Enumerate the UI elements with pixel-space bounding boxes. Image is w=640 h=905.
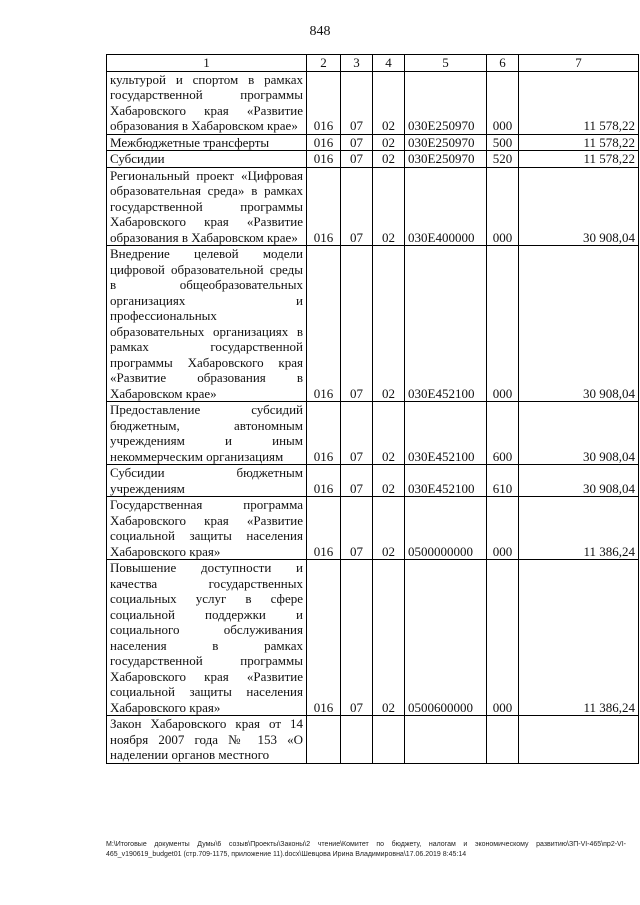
header-col-3: 3 bbox=[341, 55, 373, 72]
row-amount: 30 908,04 bbox=[519, 402, 639, 465]
table-row bbox=[107, 167, 639, 246]
row-target-article: 0500600000 bbox=[405, 560, 487, 716]
row-expense-type: 000 bbox=[487, 167, 519, 246]
row-ministry-code: 016 bbox=[307, 465, 341, 497]
row-subsection: 02 bbox=[373, 134, 405, 151]
row-ministry-code: 016 bbox=[307, 402, 341, 465]
row-name: Региональный проект «Цифровая образовательная среда» в рамках государственной программы Хабаровского края «Развитие образования в Хабаровском крае» bbox=[107, 167, 307, 246]
row-target-article: 030E452100 bbox=[405, 465, 487, 497]
row-ministry-code bbox=[307, 716, 341, 764]
row-name: Государственная программа Хабаровского края «Развитие социальной защиты населения Хабаровского края» bbox=[107, 497, 307, 560]
document-path-footer: М:\Итоговые документы Думы\6 созыв\Проекты\Законы\2 чтение\Комитет по бюджету, налогам и экономическому развитию\ЗП-VI-465\пр2-VI-465_v190619_budget01 (стр.709-1175, приложение 11).docx\Шевцова Ирина Владимировна\17.06.2019 8:45:14 bbox=[106, 841, 626, 858]
row-name: Субсидии bbox=[107, 151, 307, 168]
table-row bbox=[107, 71, 639, 134]
row-target-article bbox=[405, 716, 487, 764]
row-ministry-code: 016 bbox=[307, 134, 341, 151]
header-col-7: 7 bbox=[519, 55, 639, 72]
row-subsection: 02 bbox=[373, 167, 405, 246]
row-expense-type: 500 bbox=[487, 134, 519, 151]
row-amount: 30 908,04 bbox=[519, 465, 639, 497]
row-target-article: 030E250970 bbox=[405, 71, 487, 134]
header-col-2: 2 bbox=[307, 55, 341, 72]
row-expense-type: 000 bbox=[487, 246, 519, 402]
row-name: культурой и спортом в рамках государственной программы Хабаровского края «Развитие образования в Хабаровском крае» bbox=[107, 71, 307, 134]
row-ministry-code: 016 bbox=[307, 71, 341, 134]
table-row bbox=[107, 134, 639, 151]
row-ministry-code: 016 bbox=[307, 246, 341, 402]
row-target-article: 030E452100 bbox=[405, 402, 487, 465]
row-name: Межбюджетные трансферты bbox=[107, 134, 307, 151]
row-section: 07 bbox=[341, 560, 373, 716]
row-expense-type bbox=[487, 716, 519, 764]
page-number: 848 bbox=[309, 24, 331, 39]
table-row bbox=[107, 560, 639, 716]
table-row bbox=[107, 151, 639, 168]
table-row bbox=[107, 402, 639, 465]
row-expense-type: 000 bbox=[487, 560, 519, 716]
row-section: 07 bbox=[341, 151, 373, 168]
row-section: 07 bbox=[341, 465, 373, 497]
row-amount: 11 386,24 bbox=[519, 560, 639, 716]
row-name: Внедрение целевой модели цифровой образовательной среды в общеобразовательных организациях и профессиональных образовательных организациях в рамках государственной программы Хабаровского края «Развитие образования в Хабаровском крае» bbox=[107, 246, 307, 402]
header-col-4: 4 bbox=[373, 55, 405, 72]
header-col-5: 5 bbox=[405, 55, 487, 72]
table-row bbox=[107, 716, 639, 764]
row-amount: 11 386,24 bbox=[519, 497, 639, 560]
table-row bbox=[107, 246, 639, 402]
row-target-article: 030E250970 bbox=[405, 134, 487, 151]
row-expense-type: 610 bbox=[487, 465, 519, 497]
row-subsection: 02 bbox=[373, 71, 405, 134]
header-col-1: 1 bbox=[107, 55, 307, 72]
row-name: Предоставление субсидий бюджетным, автономным учреждениям и иным некоммерческим организациям bbox=[107, 402, 307, 465]
row-subsection: 02 bbox=[373, 151, 405, 168]
row-amount: 30 908,04 bbox=[519, 167, 639, 246]
row-target-article: 0500000000 bbox=[405, 497, 487, 560]
row-subsection: 02 bbox=[373, 497, 405, 560]
table-row bbox=[107, 465, 639, 497]
row-subsection bbox=[373, 716, 405, 764]
row-expense-type: 600 bbox=[487, 402, 519, 465]
table-row bbox=[107, 497, 639, 560]
row-subsection: 02 bbox=[373, 560, 405, 716]
row-subsection: 02 bbox=[373, 246, 405, 402]
row-section: 07 bbox=[341, 71, 373, 134]
row-amount: 30 908,04 bbox=[519, 246, 639, 402]
table-header-row bbox=[107, 55, 639, 72]
row-expense-type: 000 bbox=[487, 71, 519, 134]
row-amount: 11 578,22 bbox=[519, 71, 639, 134]
row-section: 07 bbox=[341, 497, 373, 560]
row-ministry-code: 016 bbox=[307, 167, 341, 246]
row-ministry-code: 016 bbox=[307, 560, 341, 716]
row-amount: 11 578,22 bbox=[519, 134, 639, 151]
budget-table bbox=[106, 54, 639, 764]
row-target-article: 030E400000 bbox=[405, 167, 487, 246]
row-expense-type: 520 bbox=[487, 151, 519, 168]
row-expense-type: 000 bbox=[487, 497, 519, 560]
row-amount bbox=[519, 716, 639, 764]
header-col-6: 6 bbox=[487, 55, 519, 72]
row-section: 07 bbox=[341, 167, 373, 246]
row-amount: 11 578,22 bbox=[519, 151, 639, 168]
row-name: Субсидии бюджетным учреждениям bbox=[107, 465, 307, 497]
row-section: 07 bbox=[341, 246, 373, 402]
row-subsection: 02 bbox=[373, 465, 405, 497]
row-section: 07 bbox=[341, 134, 373, 151]
row-target-article: 030E250970 bbox=[405, 151, 487, 168]
row-name: Закон Хабаровского края от 14 ноября 2007 года № 153 «О наделении органов местного bbox=[107, 716, 307, 764]
row-ministry-code: 016 bbox=[307, 497, 341, 560]
row-section: 07 bbox=[341, 402, 373, 465]
row-section bbox=[341, 716, 373, 764]
row-target-article: 030E452100 bbox=[405, 246, 487, 402]
row-subsection: 02 bbox=[373, 402, 405, 465]
row-name: Повышение доступности и качества государственных социальных услуг в сфере социальной поддержки и социального обслуживания населения в рамках государственной программы Хабаровского края «Развитие социальной защиты населения Хабаровского края» bbox=[107, 560, 307, 716]
row-ministry-code: 016 bbox=[307, 151, 341, 168]
